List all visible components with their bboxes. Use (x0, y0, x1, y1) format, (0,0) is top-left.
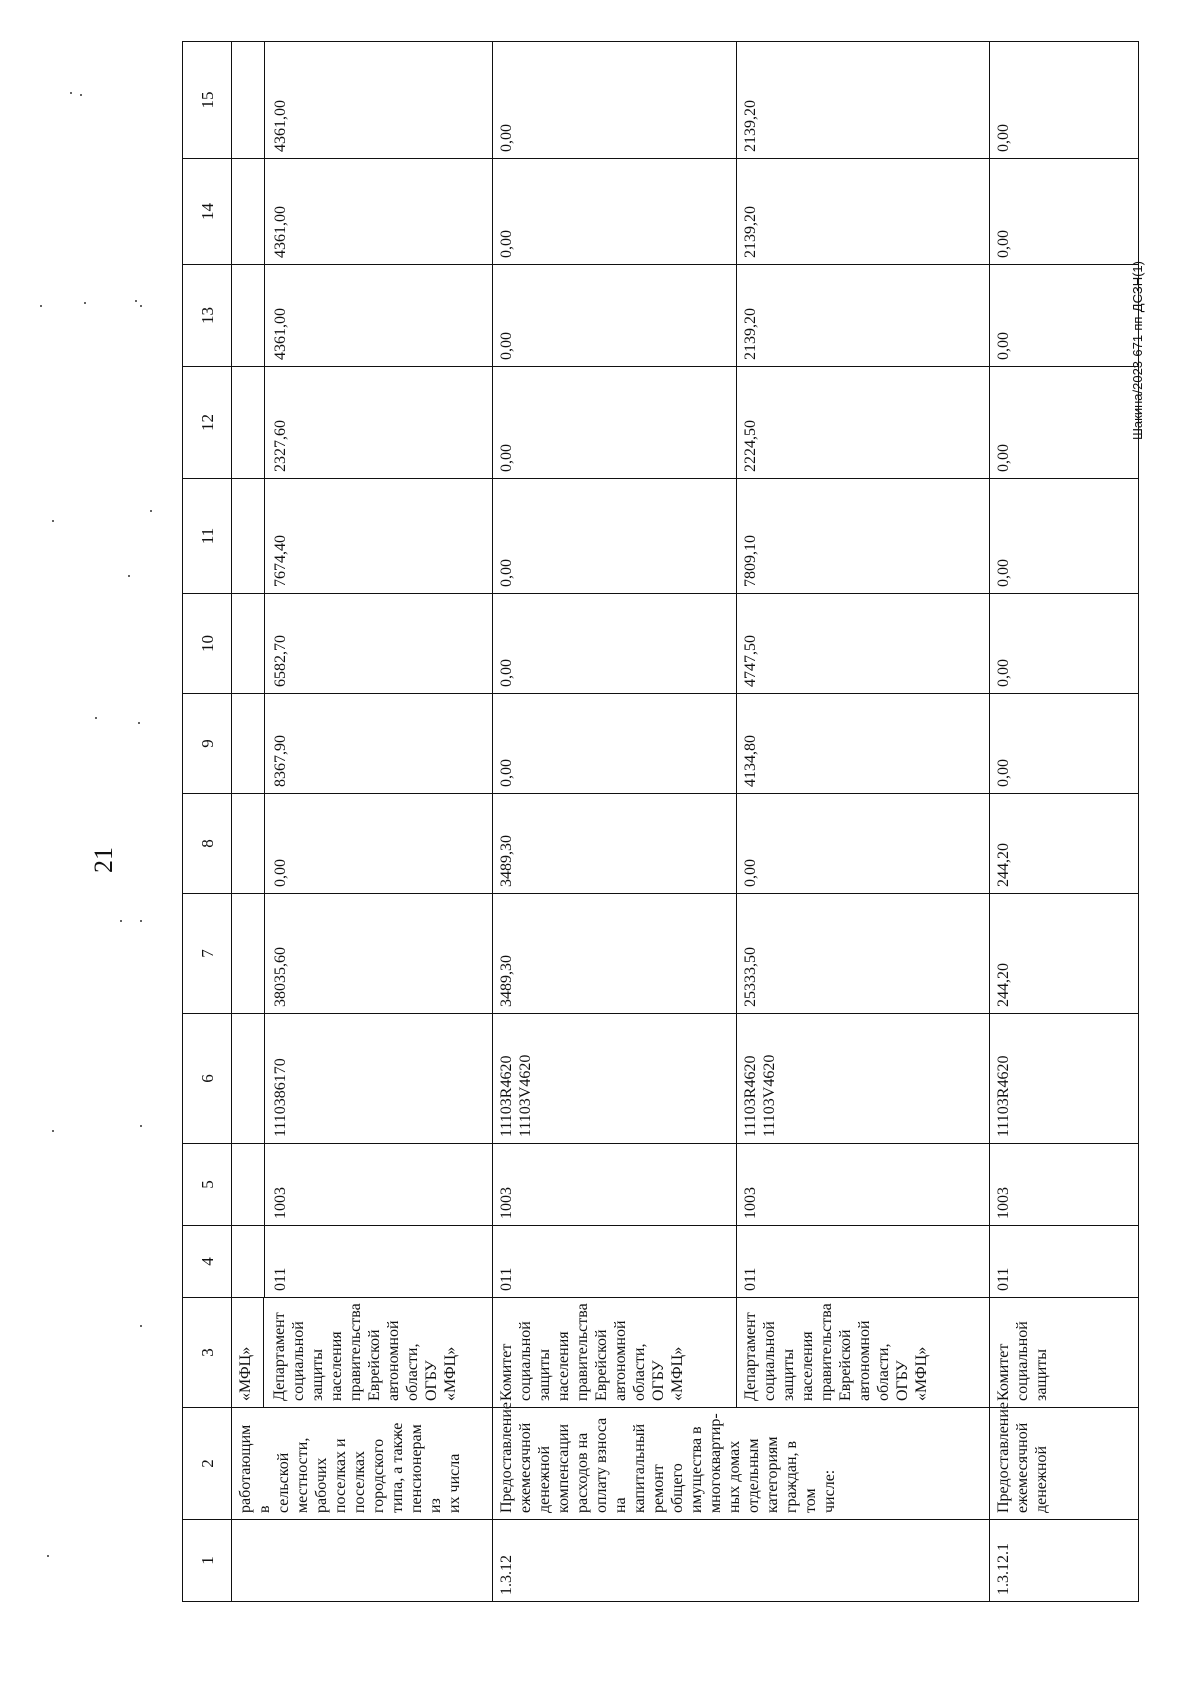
header-cell: 9 (183, 694, 232, 794)
cell-number: 1.3.12.1 (990, 1520, 1139, 1602)
value: 0,00 (493, 265, 737, 366)
cell-amount (232, 42, 493, 159)
value: 011 (493, 1226, 737, 1297)
cell-code-rzpr: 1003 (990, 1144, 1139, 1226)
value: 0,00 (493, 367, 737, 478)
value: 38035,60 (272, 947, 289, 1007)
table-row (232, 42, 493, 1602)
header-cell: 6 (183, 1014, 232, 1144)
cell-amount (493, 159, 990, 265)
value: 8367,90 (272, 735, 289, 787)
value: 0,00 (493, 159, 737, 264)
header-cell: 12 (183, 367, 232, 479)
header-cell: 5 (183, 1144, 232, 1226)
cell-code-rzpr (493, 1144, 990, 1226)
value: 011 (272, 1267, 289, 1291)
cell-number: 1.3.12 (493, 1520, 990, 1602)
value: 7809,10 (742, 535, 759, 587)
value: 0,00 (742, 859, 759, 887)
cell-amount (232, 694, 493, 794)
cell-amount (493, 894, 990, 1014)
value: 0,00 (272, 859, 289, 887)
value: 3489,30 (493, 894, 737, 1013)
cell-amount (493, 479, 990, 594)
value: 0,00 (493, 694, 737, 793)
value: 4361,00 (272, 206, 289, 258)
value: 1110386170 (272, 1058, 289, 1137)
cell-amount (232, 894, 493, 1014)
page-number: 21 (89, 847, 118, 873)
header-cell: 1 (183, 1520, 232, 1602)
value: 0,00 (493, 42, 737, 158)
cell-measure-name: работающим в сельской местности, рабочих поселках и поселках городского типа, а также пенсионерам из их числа (232, 1408, 493, 1520)
cell-amount (232, 265, 493, 367)
value: 25333,50 (742, 947, 759, 1007)
cell-code-csr (493, 1014, 990, 1144)
cell-amount (232, 367, 493, 479)
cell-amount (493, 594, 990, 694)
value: 4361,00 (272, 308, 289, 360)
executor-line: Департамент социальной защиты населения правительства Еврейской автономной области, ОГБУ «МФЦ» (742, 1303, 930, 1401)
value: 1003 (272, 1187, 289, 1219)
cell-executor (493, 1298, 990, 1408)
value: 11103R4620 11103V4620 (493, 1014, 737, 1143)
value: 4747,50 (742, 635, 759, 687)
cell-amount (232, 794, 493, 894)
cell-executor (232, 1298, 493, 1408)
value: 1003 (742, 1187, 759, 1219)
cell-amount (232, 594, 493, 694)
cell-code-grbs (493, 1226, 990, 1298)
cell-amount (493, 367, 990, 479)
value: 2224,50 (742, 420, 759, 472)
value: 2139,20 (742, 308, 759, 360)
cell-amount: 0,00 (990, 42, 1139, 159)
cell-amount (493, 265, 990, 367)
header-cell: 14 (183, 159, 232, 265)
budget-table (182, 41, 1139, 1602)
document-code: Шакина/2023-671-пп-ДСЗН(1) (1130, 261, 1145, 440)
header-cell: 10 (183, 594, 232, 694)
cell-code-grbs (232, 1226, 493, 1298)
cell-amount: 0,00 (990, 694, 1139, 794)
value: 4361,00 (272, 100, 289, 152)
table-row (990, 42, 1139, 1602)
value: 6582,70 (272, 635, 289, 687)
header-cell: 7 (183, 894, 232, 1014)
cell-code-grbs: 011 (990, 1226, 1139, 1298)
cell-executor: Комитет социальной защиты (990, 1298, 1139, 1408)
cell-amount: 0,00 (990, 265, 1139, 367)
value: 011 (742, 1267, 759, 1291)
cell-amount: 244,20 (990, 794, 1139, 894)
header-cell: 13 (183, 265, 232, 367)
value: 11103R4620 11103V4620 (742, 1054, 778, 1137)
cell-amount (232, 479, 493, 594)
cell-amount (493, 794, 990, 894)
value: 1003 (493, 1144, 737, 1225)
cell-number (232, 1520, 493, 1602)
value: 2327,60 (272, 420, 289, 472)
value: 2139,20 (742, 206, 759, 258)
table-row (493, 42, 990, 1602)
cell-amount: 0,00 (990, 479, 1139, 594)
executor-line: Комитет социальной защиты населения правительства Еврейской автономной области, ОГБУ «МФЦ» (493, 1298, 737, 1407)
header-cell: 2 (183, 1408, 232, 1520)
cell-amount (232, 159, 493, 265)
cell-amount (493, 42, 990, 159)
cell-code-csr: 11103R4620 (990, 1014, 1139, 1144)
value: 3489,30 (493, 794, 737, 893)
value: 7674,40 (272, 535, 289, 587)
cell-amount: 244,20 (990, 894, 1139, 1014)
value: 0,00 (493, 594, 737, 693)
value: 0,00 (493, 479, 737, 593)
header-cell: 8 (183, 794, 232, 894)
value: 2139,20 (742, 100, 759, 152)
header-row (183, 42, 232, 1602)
cell-code-rzpr (232, 1144, 493, 1226)
header-cell: 15 (183, 42, 232, 159)
header-cell: 4 (183, 1226, 232, 1298)
cell-amount: 0,00 (990, 159, 1139, 265)
executor-line: «МФЦ» (232, 1298, 264, 1407)
cell-measure-name: Предоставление ежемесячной денежной (990, 1408, 1139, 1520)
cell-amount: 0,00 (990, 367, 1139, 479)
cell-amount: 0,00 (990, 594, 1139, 694)
header-cell: 11 (183, 479, 232, 594)
table-rotated-container (182, 42, 1118, 1602)
value: 4134,80 (742, 735, 759, 787)
cell-measure-name: Предоставление ежемесячной денежной компенсации расходов на оплату взноса на капитальный ремонт общего имущества в многоквартир- ных домах отдельным категориям граждан, в том числе: (493, 1408, 990, 1520)
cell-amount (493, 694, 990, 794)
cell-code-csr (232, 1014, 493, 1144)
executor-line: Департамент социальной защиты населения правительства Еврейской автономной области, ОГБУ «МФЦ» (271, 1303, 459, 1401)
header-cell: 3 (183, 1298, 232, 1408)
